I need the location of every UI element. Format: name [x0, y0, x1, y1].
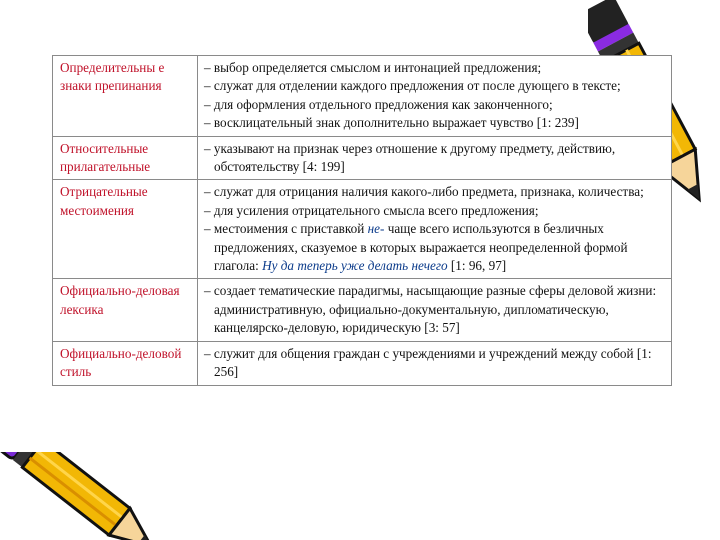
description-cell — [198, 56, 672, 137]
table-row — [53, 279, 672, 341]
table-row — [53, 180, 672, 279]
line-text: – местоимения с приставкой — [204, 221, 368, 237]
table-row — [53, 56, 672, 137]
description-line: – для усиления отрицательного смысла всего предложения; — [204, 202, 539, 218]
citation: [1: 96, 97] — [447, 258, 507, 274]
description-line: – указывают на признак через отношение к другому предмету, действию, обстоятельству [4: 199] — [204, 140, 616, 175]
description-cell — [198, 341, 672, 385]
description-cell — [198, 136, 672, 180]
description-line: – создает тематические парадигмы, насыщающие разные сферы деловой жизни: административную, официально-документальную, дипломатическую, канцелярско-деловую, юридическую [3: 57] — [204, 283, 657, 336]
term-cell: Отрицательные местоимения — [53, 180, 198, 279]
description-line — [204, 220, 666, 275]
line-text: чаще всего используются в безличных предложениях, сказуемое в которых выражается неопределенной формой глагола: — [214, 221, 628, 274]
description-cell — [198, 180, 672, 279]
term-cell: Официально-деловой стиль — [53, 341, 198, 385]
description-line: – восклицательный знак дополнительно выражает чувство [1: 239] — [204, 115, 579, 131]
table-row — [53, 341, 672, 385]
term-cell: Относительные прилагательные — [53, 136, 198, 180]
description-line: – для оформления отдельного предложения как законченного; — [204, 96, 553, 112]
table-row — [53, 136, 672, 180]
definitions-table — [52, 55, 672, 386]
description-line: – служат для отделении каждого предложения от после дующего в тексте; — [204, 78, 621, 94]
term-cell: Определительны е знаки препинания — [53, 56, 198, 137]
description-line: – служит для общения граждан с учреждениями и учреждений между собой [1: 256] — [204, 345, 652, 380]
description-line: – служат для отрицания наличия какого-либо предмета, признака, количества; — [204, 184, 644, 200]
prefix-example: не- — [367, 221, 385, 237]
pencil-icon — [0, 452, 170, 540]
example-sentence: Ну да теперь уже делать нечего — [262, 258, 448, 274]
description-cell — [198, 279, 672, 341]
description-line: – выбор определяется смыслом и интонацией предложения; — [204, 60, 542, 75]
term-cell: Официально-деловая лексика — [53, 279, 198, 341]
